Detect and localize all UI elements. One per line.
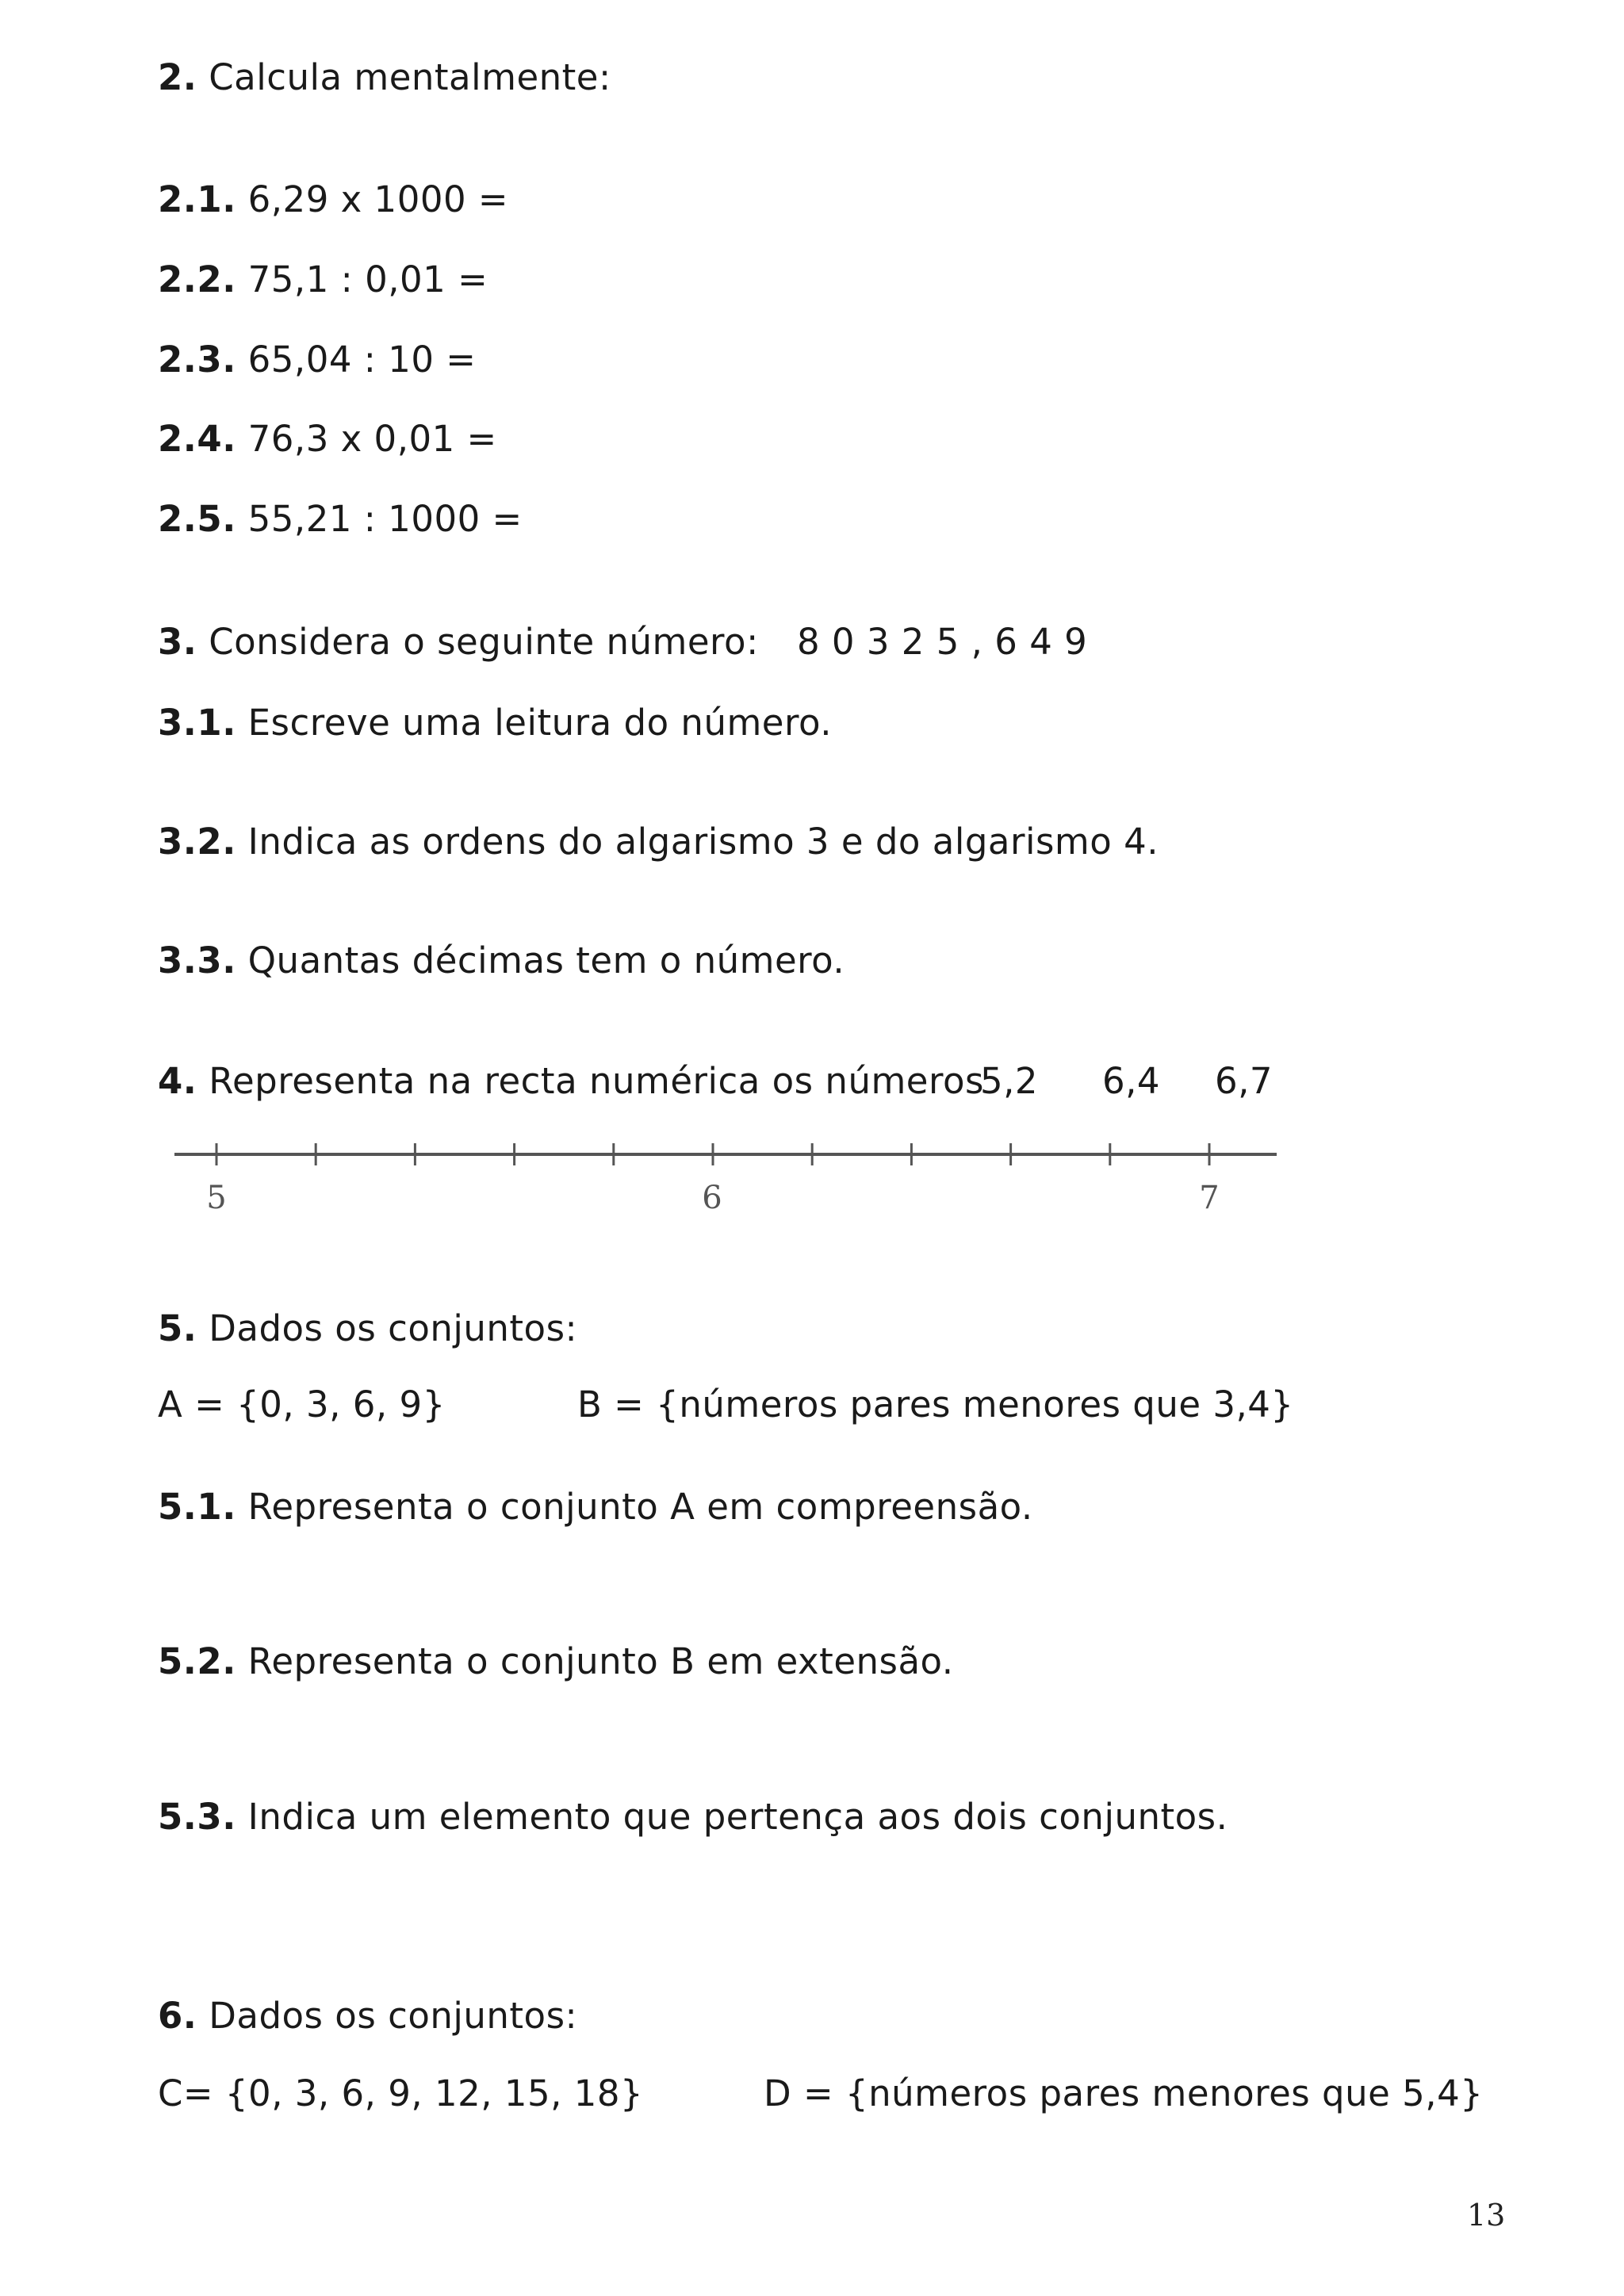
q2-2-number: 2.2. [158, 258, 236, 300]
q2-1-number: 2.1. [158, 178, 236, 220]
q3-number: 3. [158, 621, 197, 663]
q2-4-text: 76,3 x 0,01 = [247, 418, 497, 460]
q3-3-text: Quantas décimas tem o número. [247, 939, 845, 982]
number-line [167, 1126, 1293, 1216]
q2-number: 2. [158, 56, 197, 98]
q2-title: Calcula mentalmente: [209, 56, 611, 98]
axis-label-5: 5 [206, 1180, 227, 1216]
q5-set-b: B = {números pares menores que 3,4} [577, 1383, 1294, 1425]
q5-title: Dados os conjuntos: [209, 1307, 578, 1349]
q4-value-2: 6,4 [1102, 1060, 1161, 1102]
q5-1-number: 5.1. [158, 1486, 236, 1528]
q6-heading [158, 1994, 577, 2038]
q5-2 [158, 1640, 954, 1684]
q2-5-number: 2.5. [158, 498, 236, 540]
q2-2-text: 75,1 : 0,01 = [247, 258, 488, 300]
q3-1-number: 3.1. [158, 702, 236, 744]
q5-number: 5. [158, 1307, 197, 1349]
q3-title: Considera o seguinte número: [209, 621, 759, 663]
q3-3 [158, 939, 845, 983]
q2-4-number: 2.4. [158, 418, 236, 460]
q3-1 [158, 701, 832, 745]
q2-3-number: 2.3. [158, 339, 236, 381]
q6-title: Dados os conjuntos: [209, 1995, 578, 2037]
q5-2-text: Representa o conjunto B em extensão. [247, 1640, 954, 1682]
q6-number: 6. [158, 1995, 197, 2037]
number-line-svg [167, 1126, 1293, 1216]
q5-3 [158, 1795, 1228, 1839]
q2-5-text: 55,21 : 1000 = [247, 498, 523, 540]
q5-3-number: 5.3. [158, 1796, 236, 1838]
q5-3-text: Indica um elemento que pertença aos dois conjuntos. [247, 1796, 1228, 1838]
q3-given-number: 8 0 3 2 5 , 6 4 9 [797, 621, 1088, 663]
q2-1 [158, 178, 508, 222]
q4-number: 4. [158, 1060, 197, 1102]
q5-heading [158, 1307, 577, 1351]
q4-heading [158, 1059, 984, 1104]
q2-2 [158, 258, 488, 302]
q4-value-1: 5,2 [980, 1060, 1039, 1102]
q6-set-c: C= {0, 3, 6, 9, 12, 15, 18} [158, 2072, 644, 2114]
q2-3-text: 65,04 : 10 = [247, 339, 477, 381]
q3-2 [158, 820, 1159, 864]
page-number: 13 [1467, 2198, 1506, 2233]
q3-2-text: Indica as ordens do algarismo 3 e do algarismo 4. [247, 821, 1159, 863]
q3-1-text: Escreve uma leitura do número. [247, 702, 833, 744]
q5-1 [158, 1485, 1033, 1529]
q5-2-number: 5.2. [158, 1640, 236, 1682]
axis-label-7: 7 [1199, 1180, 1220, 1216]
q2-1-text: 6,29 x 1000 = [247, 178, 509, 220]
q3-2-number: 3.2. [158, 821, 236, 863]
q6-set-d: D = {números pares menores que 5,4} [764, 2072, 1484, 2114]
q2-4 [158, 417, 497, 461]
q2-5 [158, 497, 523, 541]
q3-heading [158, 620, 759, 664]
q3-3-number: 3.3. [158, 939, 236, 982]
q5-set-a: A = {0, 3, 6, 9} [158, 1383, 446, 1425]
q2-heading [158, 55, 611, 100]
axis-label-6: 6 [702, 1180, 722, 1216]
q4-title: Representa na recta numérica os números [209, 1060, 984, 1102]
q5-1-text: Representa o conjunto A em compreensão. [247, 1486, 1033, 1528]
q4-value-3: 6,7 [1215, 1060, 1274, 1102]
q2-3 [158, 338, 477, 382]
